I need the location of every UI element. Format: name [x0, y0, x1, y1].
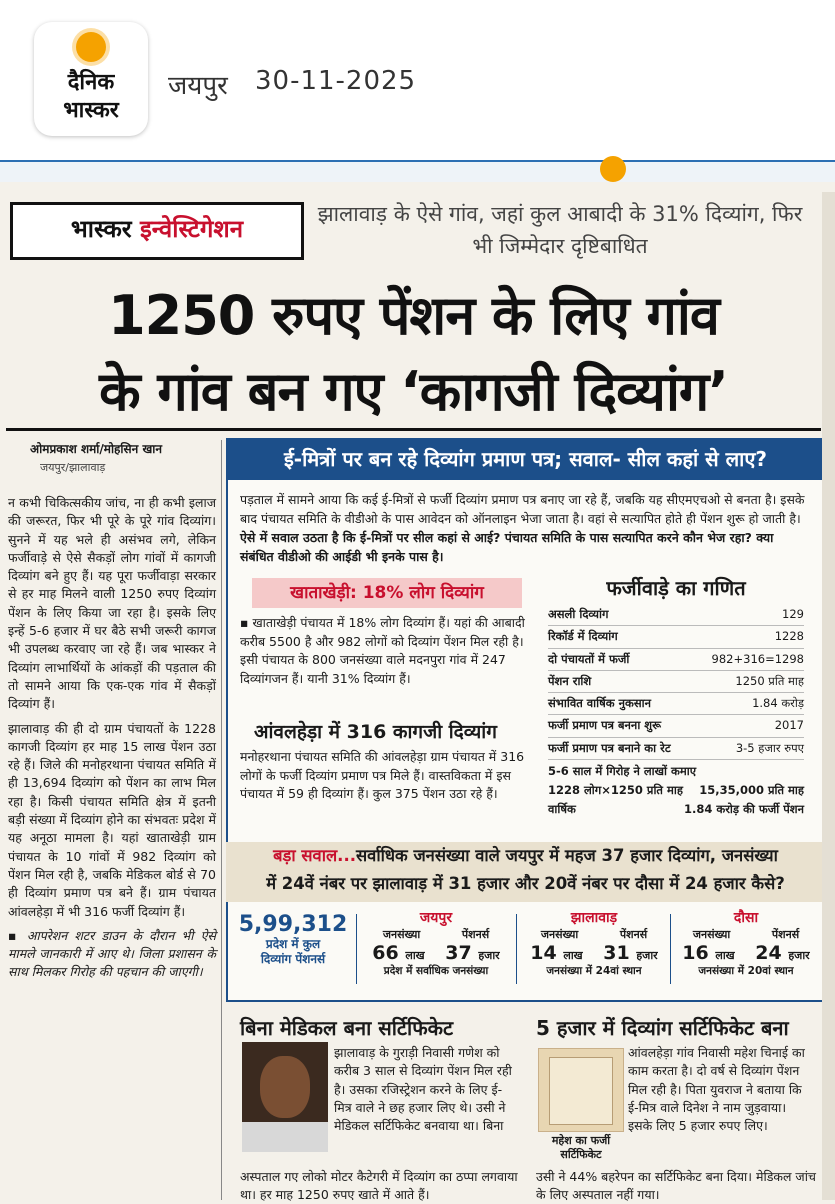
big-question-line2: में 24वें नंबर पर झालावाड़ में 31 हजार और 20वें नंबर पर दौसा में 24 हजार कैसे? [266, 874, 785, 893]
person-face [260, 1056, 310, 1118]
logo-text-line2: भास्कर [63, 98, 119, 123]
math-note: 5-6 साल में गिरोह ने लाखों कमाए [548, 764, 697, 779]
big-question-line1: सर्वाधिक जनसंख्या वाले जयपुर में महज 37 हजार दिव्यांग, जनसंख्या [356, 846, 778, 865]
paragraph: न कभी चिकित्सकीय जांच, ना ही कभी इलाज की जरूरत, फिर भी पूरे के पूरे गांव दिव्यांग। सुनने में यह भले ही असंभव लगे, लेकिन फर्जीवाड़े से ऐसे सैकड़ों लोग गांवों में कागजी दिव्यांग बने हुए हैं। यह पूरा फर्जीवाड़ा सरकार से हर माह मिलने वाली 1250 रुपए दिव्यांग पेंशन के लिए किया जा रहा है। इसके लिए इन्हें 5-6 हजार में घर बैठे सभी जरूरी कागज भी उपलब्ध करवाए जा रहे हैं। जब भास्कर ने दिव्यांग लाभार्थियों के आंकड़ों की पड़ताल की तो सामने आया कि एक-एक गांव में सैकड़ों दिव्यांग हैं। [8, 495, 216, 712]
total-pensioners [234, 912, 352, 967]
fraud-math-box [548, 574, 804, 817]
paragraph: झालावाड़ की ही दो ग्राम पंचायतों के 1228 कागजी दिव्यांग हर माह 15 लाख पेंशन उठा रहे हैं। जिले की मनोहरथाना पंचायत समिति में ही 13,694 दिव्यांग को पेंशन का लाभ मिल रहा है। किसी पंचायत समिति क्षेत्र में इतनी बड़ी संख्या में दिव्यांग होने का संभवतः प्रदेश में यह अनूठा मामला है। यहां खाताखेड़ी ग्राम पंचायत के 10 गांवों में 982 दिव्यांग को पेंशन मिल रही है, जबकि मेडिकल बोर्ड से 70 ही दिव्यांग प्रमाण पत्र बने हैं। ग्राम पंचायत आंवलहेड़ा में भी 316 फर्जी दिव्यांग हैं। [8, 720, 216, 919]
divider [356, 914, 357, 984]
headline-line2: के गांव बन गए ‘कागजी दिव्यांग’ [99, 360, 728, 423]
divider [670, 914, 671, 984]
khatakhedi-text: ▪ खाताखेड़ी पंचायत में 18% लोग दिव्यांग हैं। यहां की आबादी करीब 5500 है और 982 लोगों को दिव्यांग पेंशन मिल रही है। इसी पंचायत के 800 जनसंख्या वाले मदनपुरा गांव में 247 दिव्यांगजन हैं। यानी 31% दिव्यांग हैं। [240, 615, 525, 686]
person-shirt [242, 1122, 328, 1152]
story1-title: बिना मेडिकल बना सर्टिफिकेट [240, 1016, 454, 1040]
intro-text: पड़ताल में सामने आया कि कई ई-मित्रों से फर्जी दिव्यांग प्रमाण पत्र बनाए जा रहे हैं, जबकि यह सीएमएचओ से बनता है। इसके बाद पंचायत समिति के वीडीओ के पास आवेदन को ऑनलाइन भेजा जाता है। वहां से सत्यापित होते ही पेंशन शुरू हो जाती है। [240, 492, 805, 526]
math-row: रिकॉर्ड में दिव्यांग 1228 [548, 626, 804, 648]
logo-text-line1: दैनिक [67, 70, 115, 95]
city-stat-dausa: दौसा जनसंख्या पेंशनर्स 16 लाख 24 हजार जनसंख्या में 20वां स्थान [682, 910, 810, 977]
city-stat-jaipur: जयपुर जनसंख्या पेंशनर्स 66 लाख 37 हजार प्रदेश में सर्वाधिक जनसंख्या [372, 910, 500, 977]
byline-place: जयपुर/झालावाड़ [40, 461, 106, 474]
column-divider [221, 440, 222, 1200]
total-label2: दिव्यांग पेंशनर्स [260, 952, 326, 966]
edition-date: 30-11-2025 [255, 66, 417, 96]
sun-icon [600, 156, 626, 182]
investigation-tag [10, 202, 304, 260]
app-header [0, 0, 835, 165]
sub-headline: झालावाड़ के ऐसे गांव, जहां कुल आबादी के 31% दिव्यांग, फिर भी जिम्मेदार दृष्टिबाधित [317, 202, 803, 258]
math-row: फर्जी प्रमाण पत्र बनाने का रेट 3-5 हजार रुपए [548, 738, 804, 760]
certificate-caption: महेश का फर्जी सर्टिफिकेट [551, 1134, 611, 1161]
khatakhedi-heading: खाताखेड़ी: 18% लोग दिव्यांग [252, 578, 522, 608]
tag-brand: भास्कर [70, 215, 132, 243]
math-row: पेंशन राशि 1250 प्रति माह [548, 671, 804, 693]
left-column [8, 494, 216, 988]
sun-icon [76, 32, 106, 62]
city-stat-jhalawar: झालावाड़ जनसंख्या पेंशनर्स 14 लाख 31 हजार जनसंख्या में 24वां स्थान [530, 910, 658, 977]
big-question-banner [226, 842, 825, 902]
math-title: फर्जीवाड़े का गणित [606, 576, 746, 600]
document-image [549, 1057, 613, 1125]
math-row: फर्जी प्रमाण पत्र बनना शुरू 2017 [548, 715, 804, 737]
math-row: असली दिव्यांग 129 [548, 604, 804, 626]
aonwalheda-text: मनोहरथाना पंचायत समिति की आंवलहेड़ा ग्राम पंचायत में 316 लोगों के फर्जी दिव्यांग प्रमाण पत्र मिले हैं। वास्तविकता में इस पंचायत में 59 ही दिव्यांग हैं। कुल 375 पेंशन उठा रहे हैं। [240, 749, 525, 801]
total-label1: प्रदेश में कुल [265, 937, 321, 951]
panel-intro [240, 490, 805, 566]
big-question-label: बड़ा सवाल... [273, 846, 356, 865]
math-row: दो पंचायतों में फर्जी 982+316=1298 [548, 649, 804, 671]
page-edge [822, 192, 835, 1200]
edition-city: जयपुर [168, 71, 228, 101]
ganesh-photo [242, 1042, 328, 1152]
intro-question: ऐसे में सवाल उठता है कि ई-मित्रों पर सील कहां से आई? पंचायत समिति के पास सत्यापित करने कौन भेज रहा? क्या संबंधित वीडीओ की आईडी भी इनके पास है। [240, 530, 774, 564]
headline-line1: 1250 रुपए पेंशन के लिए गांव [108, 284, 719, 347]
tag-investigation: इन्वेस्टिगेशन [139, 215, 244, 243]
paragraph: ▪ आपरेशन शटर डाउन के दौरान भी ऐसे मामले जानकारी में आए थे। जिला प्रशासन के साथ मिलकर गिरोह की पहचान की जाएगी। [8, 927, 216, 980]
math-calc-row: 1228 लोग×1250 प्रति माह 15,35,000 प्रति माह [548, 783, 804, 798]
certificate-photo [538, 1048, 624, 1132]
dainik-bhaskar-logo[interactable] [34, 22, 148, 136]
stats-strip [226, 904, 825, 994]
headline-rule [6, 428, 821, 431]
story2-text-bottom: उसी ने 44% बहरेपन का सर्टिफिकेट बना दिया। मेडिकल जांच के लिए अस्पताल नहीं गया। [536, 1169, 816, 1202]
paper-top-strip [0, 160, 835, 182]
divider [516, 914, 517, 984]
story2-title: 5 हजार में दिव्यांग सर्टिफिकेट बना [536, 1016, 789, 1040]
story2-text: आंवलहेड़ा गांव निवासी महेश चिनाई का काम करता है। दो वर्ष से दिव्यांग पेंशन मिल रही है। पिता युवराज ने बताया कि ई-मित्र वाले दिनेश ने नाम जुड़वाया। इसके लिए 5 हजार रुपए लिए। [628, 1045, 805, 1134]
story1-text-bottom: अस्पताल गए लोको मोटर कैटेगरी में दिव्यांग का ठप्पा लगवाया था। हर माह 1250 रुपए खाते में आते हैं। [240, 1169, 518, 1202]
math-row: संभावित वार्षिक नुकसान 1.84 करोड़ [548, 693, 804, 715]
byline: ओमप्रकाश शर्मा/मोहसिन खान [30, 442, 163, 456]
story1-text: झालावाड़ के गुराड़ी निवासी गणेश को करीब 3 साल से दिव्यांग पेंशन मिल रही है। उसका रजिस्ट्रेशन करने के लिए ई-मित्र वाले ने छह हजार लिए थे। उसी ने मेडिकल सर्टिफिकेट बनवाया था। बिना [334, 1045, 512, 1134]
aonwalheda-heading: आंवलहेड़ा में 316 कागजी दिव्यांग [254, 721, 497, 743]
panel-heading: ई-मित्रों पर बन रहे दिव्यांग प्रमाण पत्र; सवाल- सील कहां से लाए? [226, 438, 825, 480]
math-year-row: वार्षिक 1.84 करोड़ की फर्जी पेंशन [548, 802, 804, 817]
total-value: 5,99,312 [238, 912, 348, 937]
